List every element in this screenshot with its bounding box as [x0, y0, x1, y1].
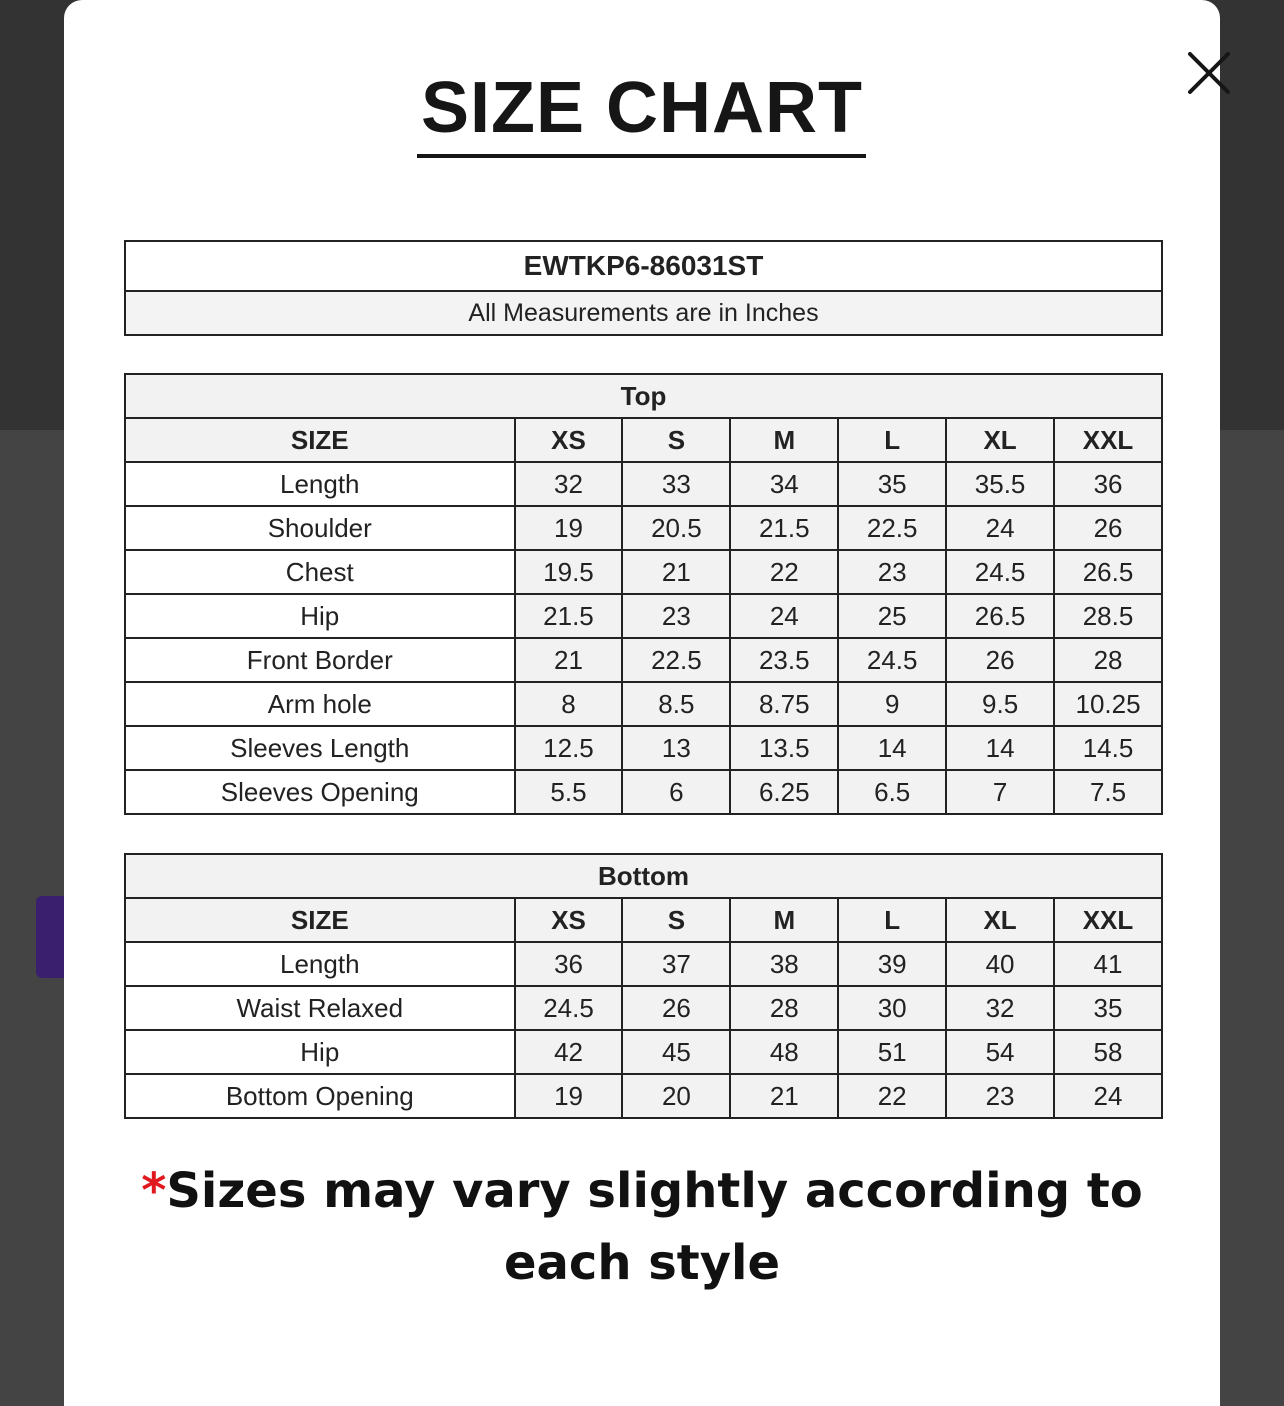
measurement-label: Bottom Opening	[125, 1074, 515, 1118]
measurement-value: 23.5	[730, 638, 838, 682]
measurement-value: 21	[730, 1074, 838, 1118]
measurement-value: 20	[622, 1074, 730, 1118]
disclaimer-asterisk: *	[141, 1163, 167, 1219]
measurement-value: 30	[838, 986, 946, 1030]
measurement-value: 9	[838, 682, 946, 726]
measurement-value: 12.5	[515, 726, 623, 770]
measurement-value: 45	[622, 1030, 730, 1074]
measurement-value: 14.5	[1054, 726, 1162, 770]
measurement-value: 7.5	[1054, 770, 1162, 814]
table-row	[125, 462, 1162, 506]
product-header-table	[124, 240, 1163, 336]
size-header-xxl: XXL	[1054, 418, 1162, 462]
table-row	[125, 506, 1162, 550]
measurement-value: 21.5	[515, 594, 623, 638]
measurement-value: 58	[1054, 1030, 1162, 1074]
modal-title: SIZE CHART	[421, 68, 863, 148]
size-header-label: SIZE	[125, 418, 515, 462]
measurement-value: 24	[946, 506, 1054, 550]
table-row	[125, 770, 1162, 814]
table-row	[125, 726, 1162, 770]
table-row	[125, 682, 1162, 726]
size-header-l: L	[838, 418, 946, 462]
measurement-note: All Measurements are in Inches	[125, 291, 1162, 335]
measurement-value: 26	[946, 638, 1054, 682]
measurement-value: 13.5	[730, 726, 838, 770]
measurement-value: 22	[730, 550, 838, 594]
size-header-label: SIZE	[125, 898, 515, 942]
table-section-title: Top	[125, 374, 1162, 418]
measurement-value: 40	[946, 942, 1054, 986]
measurement-label: Shoulder	[125, 506, 515, 550]
measurement-value: 22.5	[838, 506, 946, 550]
table-row	[125, 942, 1162, 986]
measurement-value: 35	[1054, 986, 1162, 1030]
size-header-xl: XL	[946, 418, 1054, 462]
measurement-value: 21	[622, 550, 730, 594]
measurement-value: 8	[515, 682, 623, 726]
table-section-title: Bottom	[125, 854, 1162, 898]
size-header-s: S	[622, 418, 730, 462]
measurement-value: 36	[1054, 462, 1162, 506]
measurement-value: 24.5	[838, 638, 946, 682]
table-section-row	[125, 374, 1162, 418]
size-chart-modal	[64, 0, 1220, 1406]
measurement-value: 51	[838, 1030, 946, 1074]
measurement-label: Sleeves Length	[125, 726, 515, 770]
measurement-value: 21.5	[730, 506, 838, 550]
measurement-value: 24	[730, 594, 838, 638]
measurement-value: 39	[838, 942, 946, 986]
measurement-value: 13	[622, 726, 730, 770]
measurement-value: 5.5	[515, 770, 623, 814]
size-header-xxl: XXL	[1054, 898, 1162, 942]
measurement-value: 8.75	[730, 682, 838, 726]
measurement-value: 35	[838, 462, 946, 506]
table-section-row	[125, 854, 1162, 898]
measurement-value: 21	[515, 638, 623, 682]
size-header-s: S	[622, 898, 730, 942]
measurement-value: 8.5	[622, 682, 730, 726]
size-header-l: L	[838, 898, 946, 942]
measurement-value: 14	[946, 726, 1054, 770]
size-header-m: M	[730, 418, 838, 462]
measurement-value: 26.5	[1054, 550, 1162, 594]
table-row	[125, 550, 1162, 594]
measurement-label: Waist Relaxed	[125, 986, 515, 1030]
title-underline	[417, 154, 866, 158]
measurement-value: 23	[946, 1074, 1054, 1118]
measurement-value: 19	[515, 1074, 623, 1118]
measurement-value: 22.5	[622, 638, 730, 682]
measurement-value: 35.5	[946, 462, 1054, 506]
measurement-value: 26.5	[946, 594, 1054, 638]
measurement-value: 25	[838, 594, 946, 638]
measurement-value: 33	[622, 462, 730, 506]
measurement-value: 23	[622, 594, 730, 638]
measurement-label: Front Border	[125, 638, 515, 682]
measurement-value: 36	[515, 942, 623, 986]
measurement-value: 48	[730, 1030, 838, 1074]
size-header-m: M	[730, 898, 838, 942]
measurement-value: 20.5	[622, 506, 730, 550]
measurement-value: 41	[1054, 942, 1162, 986]
measurement-value: 23	[838, 550, 946, 594]
measurement-value: 26	[622, 986, 730, 1030]
table-row	[125, 1030, 1162, 1074]
measurement-label: Length	[125, 462, 515, 506]
disclaimer	[74, 1155, 1210, 1299]
measurement-value: 22	[838, 1074, 946, 1118]
table-row	[125, 594, 1162, 638]
table-row	[125, 1074, 1162, 1118]
product-code: EWTKP6-86031ST	[125, 241, 1162, 291]
measurement-value: 19	[515, 506, 623, 550]
disclaimer-text: Sizes may vary slightly according to each style	[166, 1163, 1143, 1291]
measurement-value: 6	[622, 770, 730, 814]
table-row	[125, 638, 1162, 682]
size-header-xs: XS	[515, 898, 623, 942]
measurement-value: 10.25	[1054, 682, 1162, 726]
measurement-value: 6.25	[730, 770, 838, 814]
measurement-value: 26	[1054, 506, 1162, 550]
measurement-label: Length	[125, 942, 515, 986]
measurement-value: 34	[730, 462, 838, 506]
measurement-value: 37	[622, 942, 730, 986]
measurement-value: 54	[946, 1030, 1054, 1074]
measurement-value: 24.5	[946, 550, 1054, 594]
measurement-label: Hip	[125, 1030, 515, 1074]
size-header-row	[125, 418, 1162, 462]
measurement-value: 6.5	[838, 770, 946, 814]
measurement-value: 38	[730, 942, 838, 986]
size-header-xl: XL	[946, 898, 1054, 942]
measurement-value: 28	[1054, 638, 1162, 682]
measurement-label: Arm hole	[125, 682, 515, 726]
measurement-label: Sleeves Opening	[125, 770, 515, 814]
measurement-label: Chest	[125, 550, 515, 594]
measurement-value: 24	[1054, 1074, 1162, 1118]
top-size-table	[124, 373, 1163, 815]
measurement-label: Hip	[125, 594, 515, 638]
measurement-value: 24.5	[515, 986, 623, 1030]
measurement-value: 32	[946, 986, 1054, 1030]
table-row	[125, 986, 1162, 1030]
bottom-size-table	[124, 853, 1163, 1119]
size-header-row	[125, 898, 1162, 942]
measurement-value: 42	[515, 1030, 623, 1074]
size-header-xs: XS	[515, 418, 623, 462]
measurement-value: 19.5	[515, 550, 623, 594]
measurement-value: 7	[946, 770, 1054, 814]
measurement-value: 32	[515, 462, 623, 506]
measurement-value: 9.5	[946, 682, 1054, 726]
measurement-value: 28.5	[1054, 594, 1162, 638]
measurement-value: 14	[838, 726, 946, 770]
measurement-value: 28	[730, 986, 838, 1030]
